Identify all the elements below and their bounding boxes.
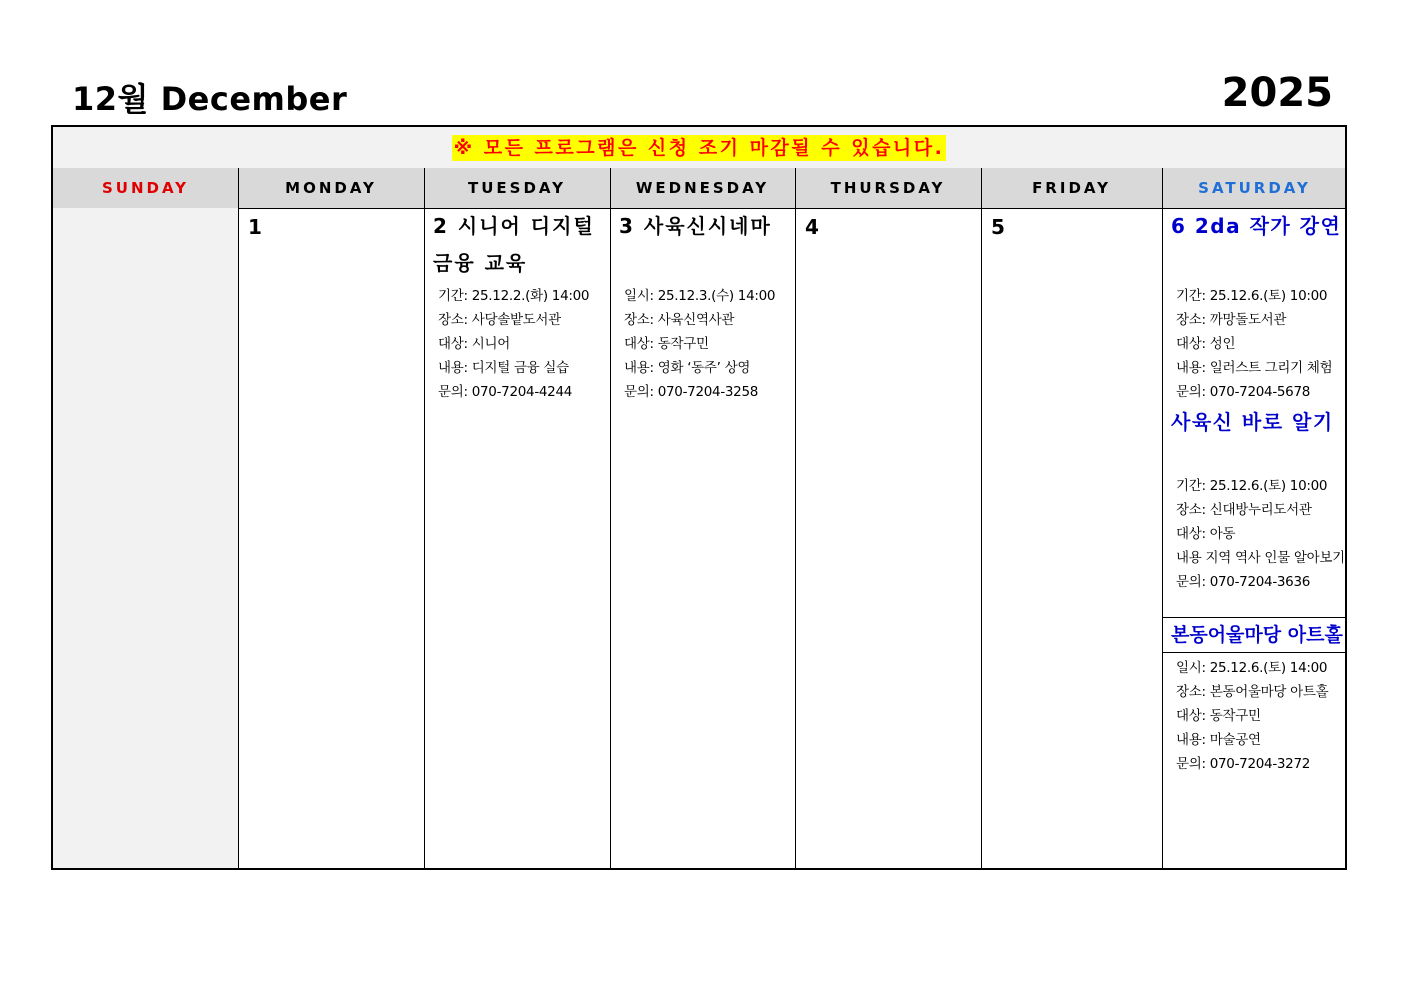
event-title: 본동어울마당 아트홀	[1171, 624, 1343, 646]
date-monday: 1	[248, 215, 262, 239]
event-title: 6 2da 작가 강연	[1171, 214, 1342, 238]
event-title: 3 사육신시네마	[619, 214, 772, 238]
detail-line: 내용 지역 역사 인물 알아보기	[1176, 550, 1345, 566]
detail-line: 기간: 25.12.6.(토) 10:00	[1176, 478, 1328, 494]
detail-line: 대상: 성인	[1176, 336, 1236, 352]
detail-line: 문의: 070-7204-3272	[1176, 756, 1311, 772]
detail-line: 내용: 일러스트 그리기 체험	[1176, 360, 1333, 376]
detail-line: 일시: 25.12.6.(토) 14:00	[1176, 660, 1328, 676]
detail-line: 장소: 본동어울마당 아트홀	[1176, 684, 1329, 700]
detail-line: 기간: 25.12.2.(화) 14:00	[438, 288, 590, 304]
event-details	[624, 284, 775, 404]
header-thursday: THURSDAY	[830, 179, 946, 197]
detail-line: 장소: 사육신역사관	[624, 312, 735, 328]
detail-line: 내용: 마술공연	[1176, 732, 1261, 748]
event-details	[1176, 656, 1328, 776]
calendar-grid	[51, 125, 1347, 870]
event-title: 2 시니어 디지털	[433, 214, 595, 238]
weekday-header-row	[53, 168, 1345, 209]
event-title: 금융 교육	[433, 251, 528, 275]
detail-line: 장소: 까망돌도서관	[1176, 312, 1287, 328]
date-friday: 5	[991, 215, 1005, 239]
event-details	[438, 284, 589, 404]
header-friday: FRIDAY	[1032, 179, 1111, 197]
detail-line: 대상: 시니어	[438, 336, 510, 352]
detail-line: 대상: 동작구민	[624, 336, 709, 352]
sunday-cell	[53, 208, 238, 868]
detail-line: 문의: 070-7204-4244	[438, 384, 573, 400]
detail-line: 내용: 디지털 금융 실습	[438, 360, 569, 376]
event-title: 사육신 바로 알기	[1171, 410, 1334, 434]
detail-line: 장소: 사당솔밭도서관	[438, 312, 561, 328]
year-title: 2025	[1221, 70, 1333, 116]
detail-line: 장소: 신대방누리도서관	[1176, 502, 1312, 518]
header-saturday: SATURDAY	[1198, 179, 1311, 197]
event-divider	[1162, 652, 1347, 653]
detail-line: 문의: 070-7204-3258	[624, 384, 759, 400]
header-sunday: SUNDAY	[101, 179, 190, 197]
month-title: 12월 December	[72, 80, 348, 118]
header-wednesday: WEDNESDAY	[635, 179, 770, 197]
detail-line: 일시: 25.12.3.(수) 14:00	[624, 288, 776, 304]
detail-line: 기간: 25.12.6.(토) 10:00	[1176, 288, 1328, 304]
event-details	[1176, 474, 1345, 594]
notice-text: ※ 모든 프로그램은 신청 조기 마감될 수 있습니다.	[453, 136, 945, 159]
detail-line: 문의: 070-7204-5678	[1176, 384, 1311, 400]
detail-line: 문의: 070-7204-3636	[1176, 574, 1311, 590]
date-thursday: 4	[805, 215, 819, 239]
header-tuesday: TUESDAY	[468, 179, 566, 197]
detail-line: 대상: 아동	[1176, 526, 1236, 542]
detail-line: 대상: 동작구민	[1176, 708, 1261, 724]
detail-line: 내용: 영화 ‘동주’ 상영	[624, 360, 751, 376]
header-monday: MONDAY	[285, 179, 377, 197]
event-details	[1176, 284, 1332, 404]
notice-row	[53, 127, 1345, 169]
week-row	[53, 208, 1345, 868]
